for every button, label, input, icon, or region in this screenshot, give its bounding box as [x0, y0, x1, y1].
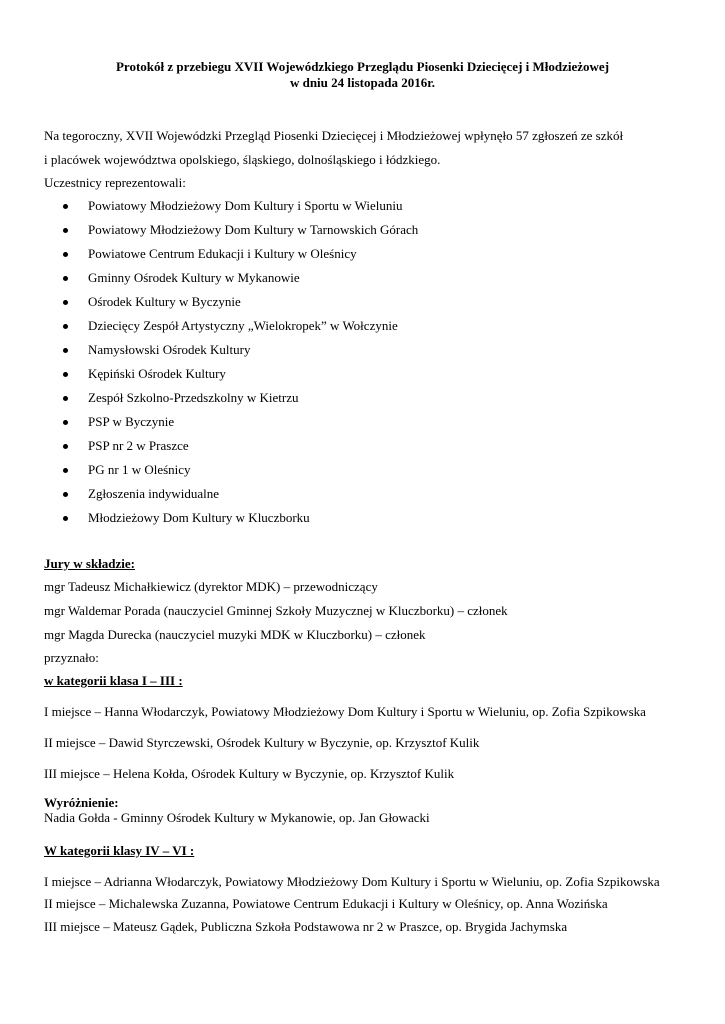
bullet-icon	[63, 300, 68, 305]
category2-heading: W kategorii klasy IV – VI :	[44, 843, 195, 858]
bullet-icon	[63, 420, 68, 425]
category2-place2: II miejsce – Michalewska Zuzanna, Powiatowe Centrum Edukacji i Kultury w Oleśnicy, op. Anna Wozińska	[44, 896, 608, 911]
bullet-icon	[63, 372, 68, 377]
category1-heading: w kategorii klasa I – III :	[44, 673, 183, 688]
jury-member-1: mgr Tadeusz Michałkiewicz (dyrektor MDK) – przewodniczący	[44, 579, 378, 594]
distinction-text: Nadia Gołda - Gminny Ośrodek Kultury w Mykanowie, op. Jan Głowacki	[44, 810, 430, 825]
bullet-icon	[63, 348, 68, 353]
distinction-heading: Wyróżnienie:	[44, 795, 119, 810]
bullet-icon	[63, 444, 68, 449]
jury-member-2: mgr Waldemar Porada (nauczyciel Gminnej Szkoły Muzycznej w Kluczborku) – członek	[44, 603, 508, 618]
category2-place1: I miejsce – Adrianna Włodarczyk, Powiatowy Młodzieżowy Dom Kultury i Sportu w Wieluniu, op. Zofia Szpikowska	[44, 874, 660, 889]
bullet-icon	[63, 396, 68, 401]
category1-place2: II miejsce – Dawid Styrczewski, Ośrodek Kultury w Byczynie, op. Krzysztof Kulik	[44, 735, 480, 750]
bullet-icon	[63, 228, 68, 233]
intro-line3: Uczestnicy reprezentowali:	[44, 175, 186, 190]
category2-place3: III miejsce – Mateusz Gądek, Publiczna Szkoła Podstawowa nr 2 w Praszce, op. Brygida Jachymska	[44, 919, 568, 934]
jury-member-3: mgr Magda Durecka (nauczyciel muzyki MDK w Kluczborku) – członek	[44, 627, 426, 642]
document-title-line1: Protokół z przebiegu XVII Wojewódzkiego Przeglądu Piosenki Dziecięcej i Młodzieżowej	[115, 59, 610, 74]
bullet-icon	[63, 252, 68, 257]
bullet-icon	[63, 468, 68, 473]
bullet-icon	[63, 516, 68, 521]
document-page: Protokół z przebiegu XVII Wojewódzkiego Przeglądu Piosenki Dziecięcej i Młodzieżowej w dniu 24 listopada 2016r. Na tegoroczny, XVII Wojewódzki Przegląd Piosenki Dziecięcej i Młodzieżowej wpłynęło 57 zgłoszeń ze szkół i placówek województwa opolskiego, śląskiego, dolnośląskiego i łódzkiego. Uczestnicy reprezentowali: Powiatowy Młodzieżowy Dom Kultury i Sportu w Wieluniu Powiatowy Młodzieżowy Dom Kultury w Tarnowskich Górach Powiatowe Centrum Edukacji i Kultury w Oleśnicy Gminny Ośrodek Kultury w Mykanowie Ośrodek Kultury w Byczynie Dziecięcy Zespół Artystyczny „Wielokropek” w Wołczynie Namysłowski Ośrodek Kultury Kępiński Ośrodek Kultury Zespół Szkolno-Przedszkolny w Kietrzu PSP w Byczynie PSP nr 2 w Praszce PG nr 1 w Oleśnicy Zgłoszenia indywidualne Młodzieżowy Dom Kultury w Kluczborku Jury w składzie: mgr Tadeusz Michałkiewicz (dyrektor MDK) – przewodniczący mgr Waldemar Porada (nauczyciel Gminnej Szkoły Muzycznej w Kluczborku) – członek mgr Magda Durecka (nauczyciel muzyki MDK w Kluczborku) – członek przyznało: w kategorii klasa I – III : I miejsce – Hanna Włodarczyk, Powiatowy Młodzieżowy Dom Kultury i Sportu w Wieluniu, op. Zofia Szpikowska II miejsce – Dawid Styrczewski, Ośrodek Kultury w Byczynie, op. Krzysztof Kulik III miejsce – Helena Kołda, Ośrodek Kultury w Byczynie, op. Krzysztof Kulik Wyróżnienie: Nadia Gołda - Gminny Ośrodek Kultury w Mykanowie, op. Jan Głowacki W kategorii klasy IV – VI : I miejsce – Adrianna Włodarczyk, Powiatowy Młodzieżowy Dom Kultury i Sportu w Wieluniu, op. Zofia Szpikowska II miejsce – Michalewska Zuzanna, Powiatowe Centrum Edukacji i Kultury w Oleśnicy, op. Anna Wozińska III miejsce – Mateusz Gądek, Publiczna Szkoła Podstawowa nr 2 w Praszce, op. Brygida Jachymska	[0, 0, 725, 1024]
intro-line1: Na tegoroczny, XVII Wojewódzki Przegląd Piosenki Dziecięcej i Młodzieżowej wpłynęło 57 zgłoszeń ze szkół	[44, 128, 624, 143]
jury-awarded-text: przyznało:	[44, 650, 99, 665]
document-title-line2: w dniu 24 listopada 2016r.	[289, 75, 436, 90]
category1-place1: I miejsce – Hanna Włodarczyk, Powiatowy Młodzieżowy Dom Kultury i Sportu w Wieluniu, op. Zofia Szpikowska	[44, 704, 646, 719]
bullet-icon	[63, 492, 68, 497]
bullet-icon	[63, 324, 68, 329]
bullet-icon	[63, 276, 68, 281]
bullet-icon	[63, 204, 68, 209]
category1-place3: III miejsce – Helena Kołda, Ośrodek Kultury w Byczynie, op. Krzysztof Kulik	[44, 766, 455, 781]
intro-line2: i placówek województwa opolskiego, śląskiego, dolnośląskiego i łódzkiego.	[44, 152, 441, 167]
jury-heading: Jury w składzie:	[44, 556, 135, 571]
